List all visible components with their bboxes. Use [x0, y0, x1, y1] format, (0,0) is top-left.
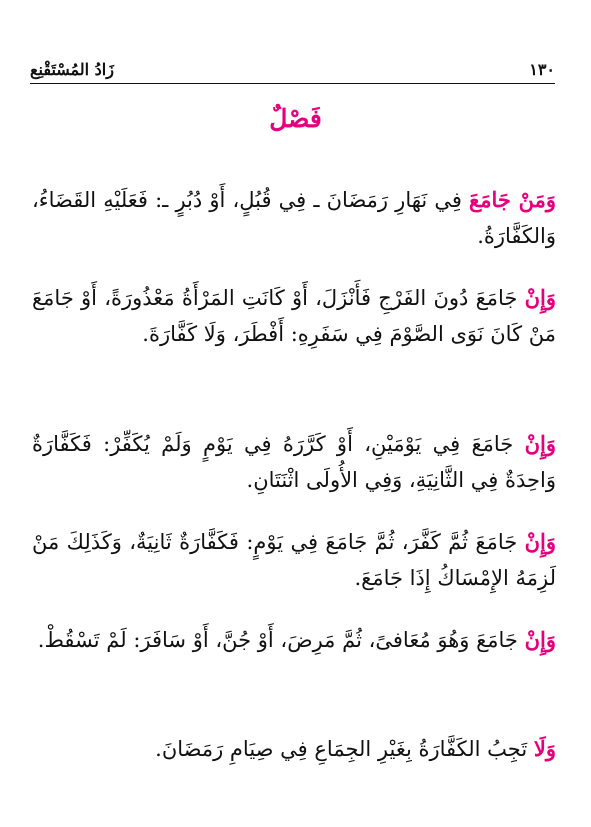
- paragraph-1-text: فِي نَهَارِ رَمَضَانَ ـ فِي قُبُلٍ، أَوْ دُبُرٍ ـ: فَعَلَيْهِ القَضَاءُ، وَالكَفَّارَةُ.: [32, 188, 556, 248]
- paragraph-5-text: جَامَعَ وَهُوَ مُعَافىً، ثُمَّ مَرِضَ، أَوْ جُنَّ، أَوْ سَافَرَ: لَمْ تَسْقُطْ.: [37, 628, 525, 652]
- paragraph-3-lead: وَإِنْ: [524, 431, 556, 456]
- paragraph-3-text: جَامَعَ فِي يَوْمَيْنِ، أَوْ كَرَّرَهُ فِي يَوْمٍ وَلَمْ يُكَفِّرْ: فَكَفَّارَةٌ وَاحِدَةٌ فِي الثَّانِيَةِ، وَفِي الأُولَى اثْنَتَانِ.: [32, 432, 556, 492]
- paragraph-4-text: جَامَعَ ثُمَّ كَفَّرَ، ثُمَّ جَامَعَ فِي يَوْمٍ: فَكَفَّارَةٌ ثَانِيَةٌ، وَكَذَلِكَ مَنْ لَزِمَهُ الإِمْسَاكُ إِذَا جَامَعَ.: [32, 530, 556, 590]
- paragraph-2-lead: وَإِنْ: [524, 285, 556, 310]
- paragraph-5-lead: وَإِنْ: [524, 627, 556, 652]
- paragraph-2: [32, 280, 556, 352]
- paragraph-6-lead: وَلَا: [533, 736, 556, 761]
- paragraph-4-lead: وَإِنْ: [524, 529, 556, 554]
- paragraph-3: [32, 426, 556, 498]
- paragraph-2-text: جَامَعَ دُونَ الفَرْجِ فَأَنْزَلَ، أَوْ كَانَتِ المَرْأَةُ مَعْذُورَةً، أَوْ جَامَعَ مَنْ كَانَ نَوَى الصَّوْمَ فِي سَفَرِهِ: أَفْطَرَ، وَلَا كَفَّارَةَ.: [32, 286, 556, 346]
- page-header: [30, 44, 555, 84]
- section-title: فَصْلٌ: [269, 104, 322, 133]
- page-number: ١٣٠: [529, 60, 555, 79]
- paragraph-4: [32, 524, 556, 596]
- book-title: زَادُ المُسْتَقْنِع: [30, 60, 114, 79]
- paragraph-6-text: تَجِبُ الكَفَّارَةُ بِغَيْرِ الجِمَاعِ فِي صِيَامِ رَمَضَانَ.: [155, 737, 534, 761]
- paragraph-6: [32, 731, 556, 767]
- paragraph-5: [32, 622, 556, 658]
- paragraph-1-lead: وَمَنْ جَامَعَ: [469, 187, 556, 212]
- paragraph-1: [32, 182, 556, 254]
